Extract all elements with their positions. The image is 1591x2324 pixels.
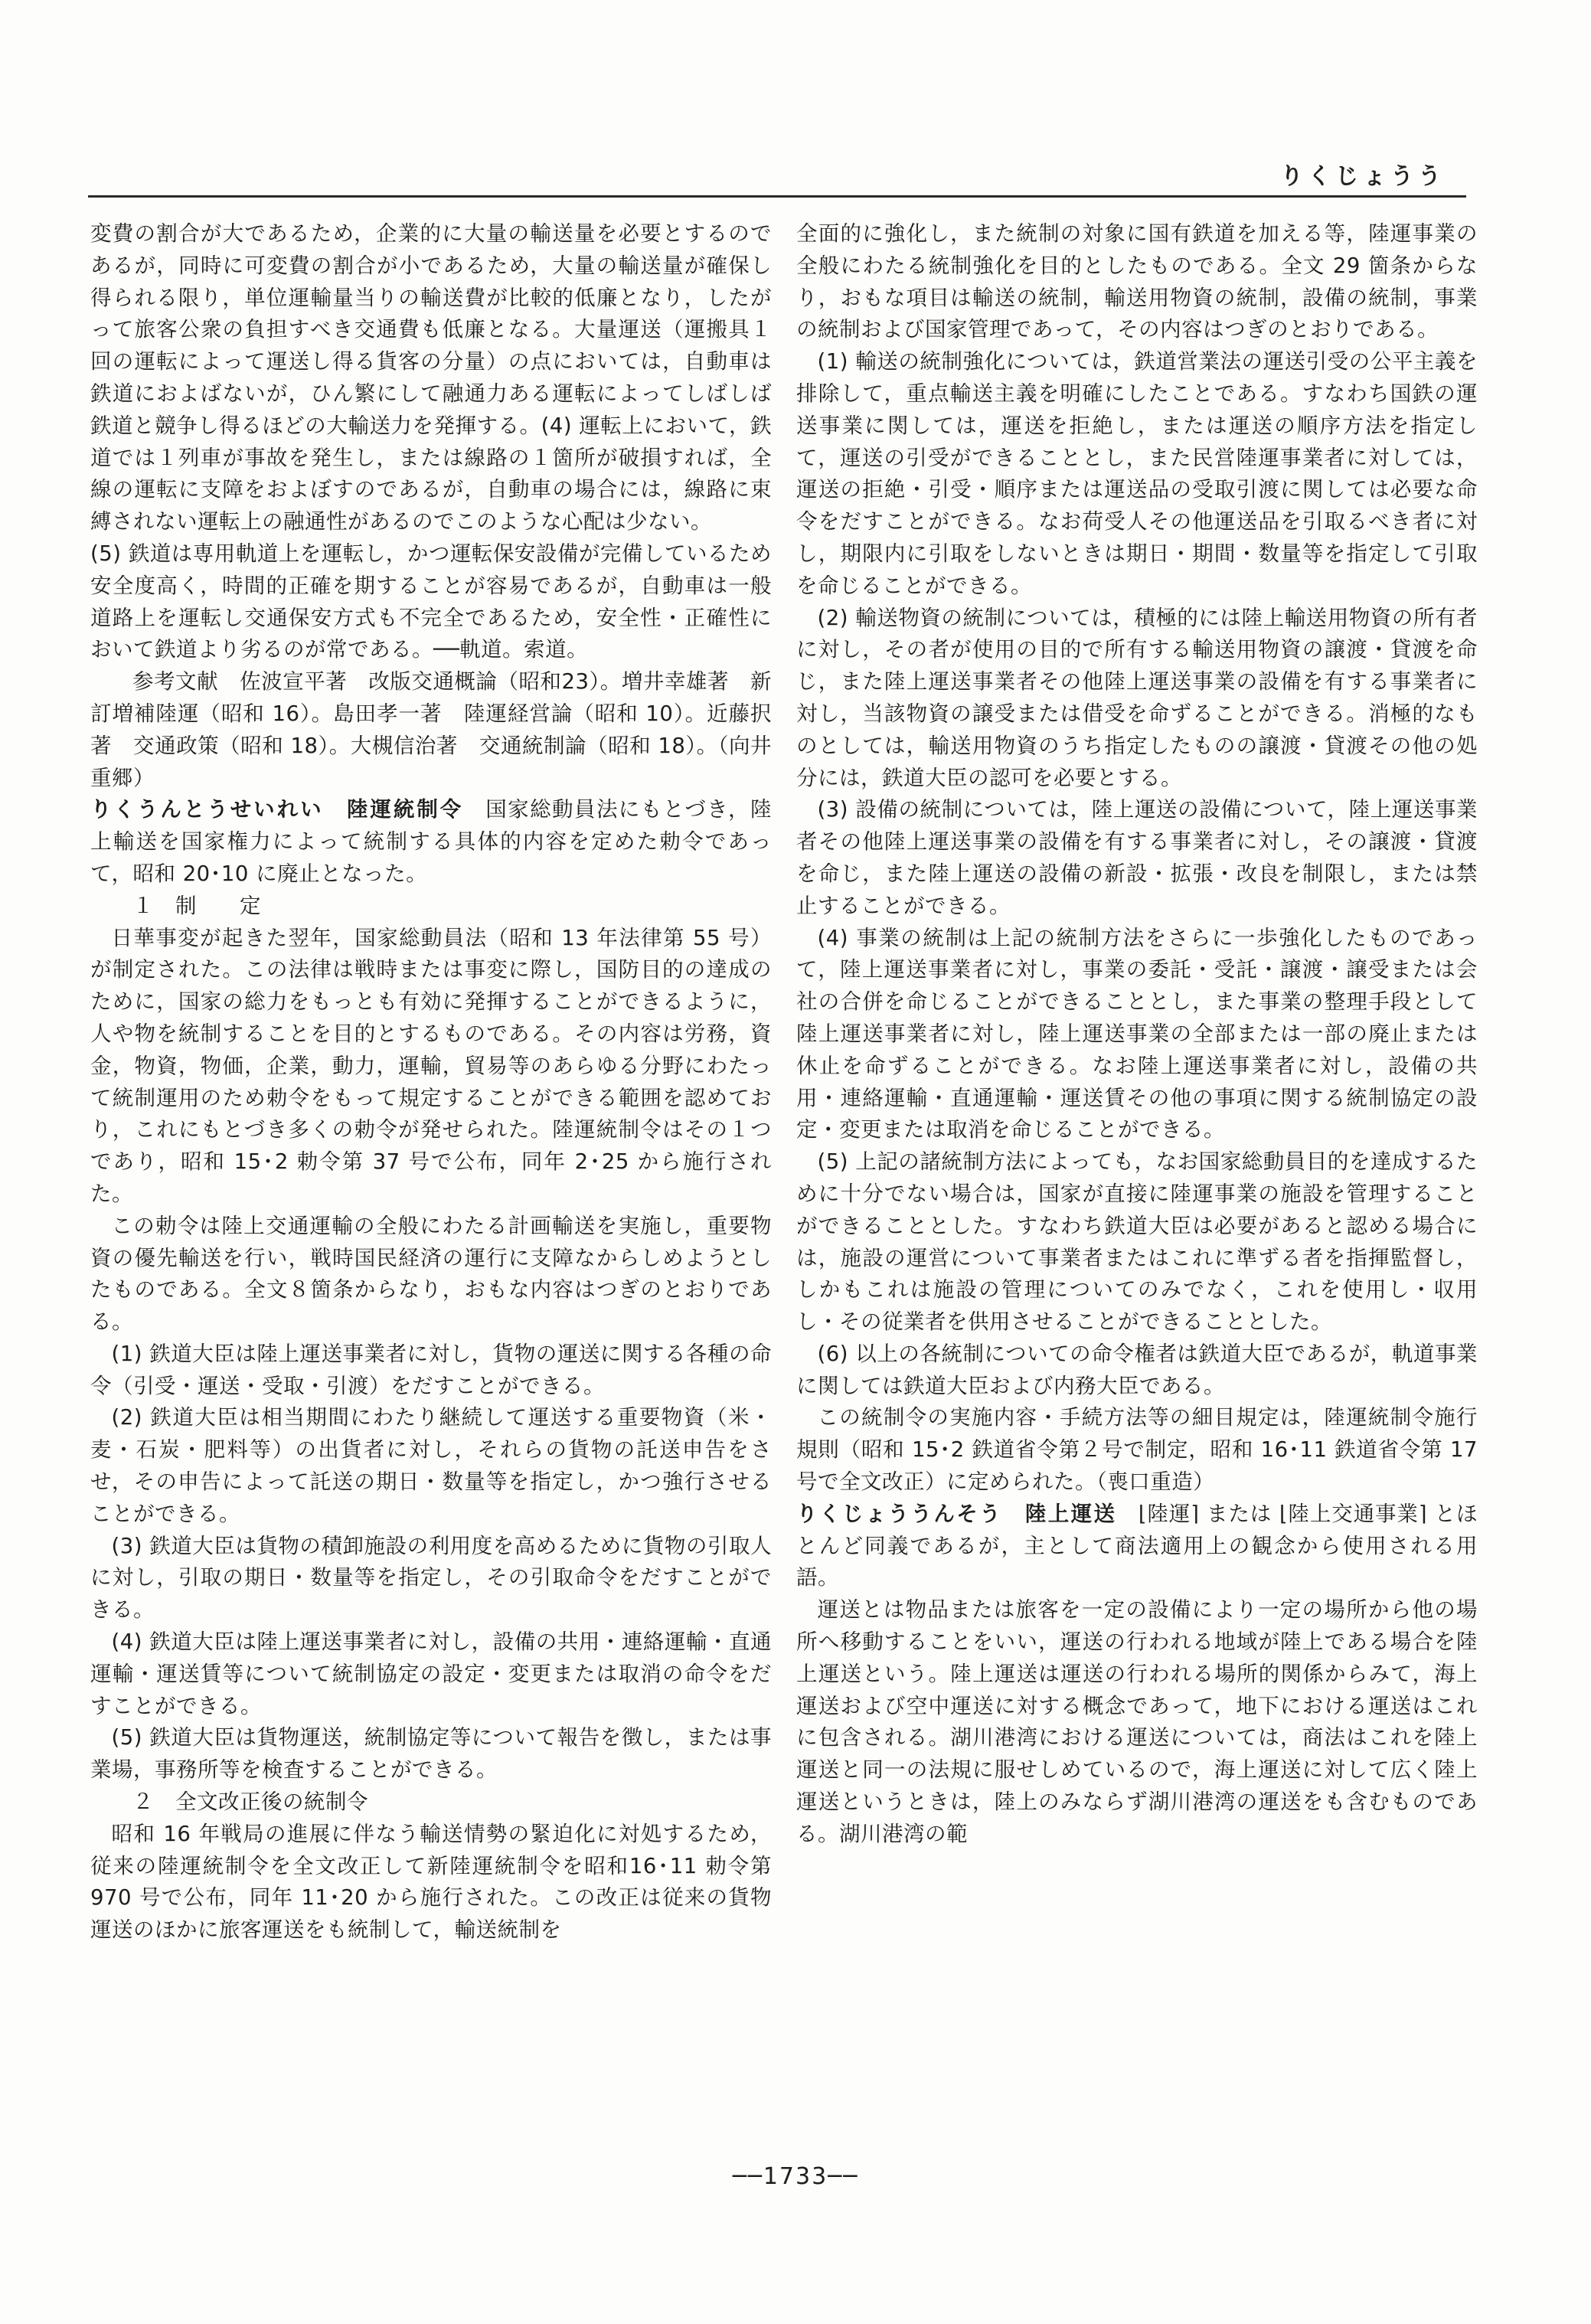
paragraph: 日華事変が起きた翌年，国家総動員法（昭和 13 年法律第 55 号）が制定された。この法律は戦時または事変に際し，国防目的の達成のために，国家の総力をもっとも有効に発揮することができるように，人や物を統制することを目的とするものである。その内容は労務，資金，物資，物価，企業，動力，運輸，貿易等のあらゆる分野にわたって統制運用のため勅令をもって規定することができる範囲を認めており，これにもとづき多くの勅令が発せられた。陸運統制令はその１つであり，昭和 15･2 勅令第 37 号で公布，同年 2･25 から施行された。 — [90, 925, 772, 1206]
numbered-item: (4) 事業の統制は上記の統制方法をさらに一歩強化したものであって，陸上運送事業者に対し，事業の委託・受託・譲渡・譲受または会社の合併を命じることができることとし，また事業の整理手段として陸上運送事業者に対し，陸上運送事業の全部または一部の廃止または休止を命ずることができる。なお陸上運送事業者に対し，設備の共用・連絡運輸・直通運輸・運送賃その他の事項に関する統制協定の設定・変更または取消を命じることができる。 — [796, 925, 1478, 1142]
numbered-item: (2) 輸送物資の統制については，積極的には陸上輸送用物資の所有者に対し，その者が使用の目的で所有する輸送用物資の譲渡・貸渡を命じ，また陸上運送事業者その他陸上運送事業の設備を有する事業者に対し，当該物資の譲受または借受を命ずることができる。消極的なものとしては，輸送用物資のうち指定したものの譲渡・貸渡その他の処分には，鉄道大臣の認可を必要とする。 — [796, 605, 1478, 790]
entry-text: ⌊陸運⌉ または ⌊陸上交通事業⌉ とほとんど同義であるが，主として商法適用上の観念から使用される用語。 — [796, 1501, 1478, 1590]
paragraph: (5) 鉄道は専用軌道上を運転し，かつ運転保安設備が完備しているため安全度高く，時間的正確を期することが容易であるが，自動車は一般道路上を運転し交通保安方式も不完全であるため，安全性・正確性において鉄道より劣るのが常である。──軌道。索道。 — [90, 541, 772, 662]
paragraph: 運送とは物品または旅客を一定の設備により一定の場所から他の場所へ移動することをいい，運送の行われる地域が陸上である場合を陸上運送という。陸上運送は運送の行われる場所的関係からみて，海上運送および空中運送に対する概念であって，地下における運送はこれに包含される。湖川港湾における運送については，商法はこれを陸上運送と同一の法規に服せしめているので，海上運送に対して広く陸上運送というときは，陸上のみならず湖川港湾の運送をも含むものである。湖川港湾の範 — [796, 1597, 1478, 1846]
numbered-item: (5) 鉄道大臣は貨物運送，統制協定等について報告を徴し，または事業場，事務所等を検査することができる。 — [90, 1725, 772, 1783]
numbered-item: (1) 鉄道大臣は陸上運送事業者に対し，貨物の運送に関する各種の命令（引受・運送・受取・引渡）をだすことができる。 — [90, 1341, 772, 1398]
numbered-item: (5) 上記の諸統制方法によっても，なお国家総動員目的を達成するために十分でない場合は，国家が直接に陸運事業の施設を管理することができることとした。すなわち鉄道大臣は必要があると認める場合には，施設の運営について事業者またはこれに準ずる者を指揮監督し，しかもこれは施設の管理についてのみでなく，これを使用し・収用し・その従業者を供用させることができることとした。 — [796, 1149, 1478, 1335]
numbered-item: (3) 設備の統制については，陸上運送の設備について，陸上運送事業者その他陸上運送事業の設備を有する事業者に対し，その譲渡・貸渡を命じ，また陸上運送の設備の新設・拡張・改良を制限し，または禁止することができる。 — [796, 797, 1478, 918]
section-heading: １ 制 定 — [132, 893, 261, 918]
numbered-item: (2) 鉄道大臣は相当期間にわたり継続して運送する重要物資（米・麦・石炭・肥料等）の出貨者に対し，それらの貨物の託送申告をさせ，その申告によって託送の期日・数量等を指定し，かつ強行させることができる。 — [90, 1405, 772, 1526]
paragraph: 変費の割合が大であるため，企業的に大量の輸送量を必要とするのであるが，同時に可変費の割合が小であるため，大量の輸送量が確保し得られる限り，単位運輸量当りの輸送費が比較的低廉となり，したがって旅客公衆の負担すべき交通費も低廉となる。大量運送（運搬具１回の運転によって運送し得る貨客の分量）の点においては，自動車は鉄道におよばないが，ひん繁にして融通力ある運転によってしばしば鉄道と競争し得るほどの大輸送力を発揮する。(4) 運転上において，鉄道では１列車が事故を発生し，または線路の１箇所が破損すれば，全線の運転に支障をおよぼすのであるが，自動車の場合には，線路に束縛されない運転上の融通性があるのでこのような心配は少ない。 — [90, 221, 772, 534]
running-head: りくじょうう — [1280, 163, 1446, 190]
numbered-item: (3) 鉄道大臣は貨物の積卸施設の利用度を高めるために貨物の引取人に対し，引取の期日・数量等を指定し，その引取命令をだすことができる。 — [90, 1533, 772, 1623]
numbered-item: (6) 以上の各統制についての命令権者は鉄道大臣であるが，軌道事業に関しては鉄道大臣および内務大臣である。 — [796, 1341, 1478, 1398]
entry-text: 国家総動員法にもとづき，陸上輸送を国家権力によって統制する具体的内容を定めた勅令であって，昭和 20･10 に廃止となった。 — [90, 797, 772, 886]
left-column — [90, 218, 772, 1946]
dictionary-entry — [90, 794, 772, 890]
paragraph: 昭和 16 年戦局の進展に伴なう輸送情勢の緊迫化に対処するため，従来の陸運統制令を全文改正して新陸運統制令を昭和16･11 勅令第 970 号で公布，同年 11･20 から施行された。この改正は従来の貨物運送のほかに旅客運送をも統制して，輸送統制を — [90, 1821, 772, 1943]
section-heading: ２ 全文改正後の統制令 — [132, 1790, 368, 1815]
paragraph: 全面的に強化し，また統制の対象に国有鉄道を加える等，陸運事業の全般にわたる統制強化を目的としたものである。全文 29 箇条からなり，おもな項目は輸送の統制，輸送用物資の統制，設備の統制，事業の統制および国家管理であって，その内容はつぎのとおりである。 — [796, 221, 1478, 342]
entry-headword: りくじょううんそう 陸上運送 — [796, 1501, 1117, 1526]
header-rule — [88, 195, 1466, 198]
dictionary-entry — [796, 1499, 1478, 1594]
paragraph: この勅令は陸上交通運輸の全般にわたる計画輸送を実施し，重要物資の優先輸送を行い，戦時国民経済の運行に支障なからしめようとしたものである。全文８箇条からなり，おもな内容はつぎのとおりである。 — [90, 1213, 772, 1335]
entry-headword: りくうんとうせいれい 陸運統制令 — [90, 797, 464, 822]
page-number: ──1733── — [732, 2163, 859, 2190]
paragraph: この統制令の実施内容・手続方法等の細目規定は，陸運統制令施行規則（昭和 15･2 鉄道省令第２号で制定，昭和 16･11 鉄道省令第 17 号で全文改正）に定められた。（喪口重造） — [796, 1405, 1478, 1495]
numbered-item: (1) 輸送の統制強化については，鉄道営業法の運送引受の公平主義を排除して，重点輸送主義を明確にしたことである。すなわち国鉄の運送事業に関しては，運送を拒絶し，または運送の順序方法を指定して，運送の引受ができることとし，また民営陸運事業者に対しては，運送の拒絶・引受・順序または運送品の受取引渡に関しては必要な命令をだすことができる。なお荷受人その他運送品を引取るべき者に対し，期限内に引取をしないときは期日・期間・数量等を指定して引取を命じることができる。 — [796, 349, 1478, 598]
numbered-item: (4) 鉄道大臣は陸上運送事業者に対し，設備の共用・連絡運輸・直通運輸・運送賃等について統制協定の設定・変更または取消の命令をだすことができる。 — [90, 1629, 772, 1718]
references: 参考文献 佐波宣平著 改版交通概論（昭和23）。増井幸雄著 新訂増補陸運（昭和 16）。島田孝一著 陸運経営論（昭和 10）。近藤択著 交通政策（昭和 18）。大槻信治著 交通統制論（昭和 18）。（向井重郷） — [90, 669, 772, 790]
right-column — [796, 218, 1478, 1851]
